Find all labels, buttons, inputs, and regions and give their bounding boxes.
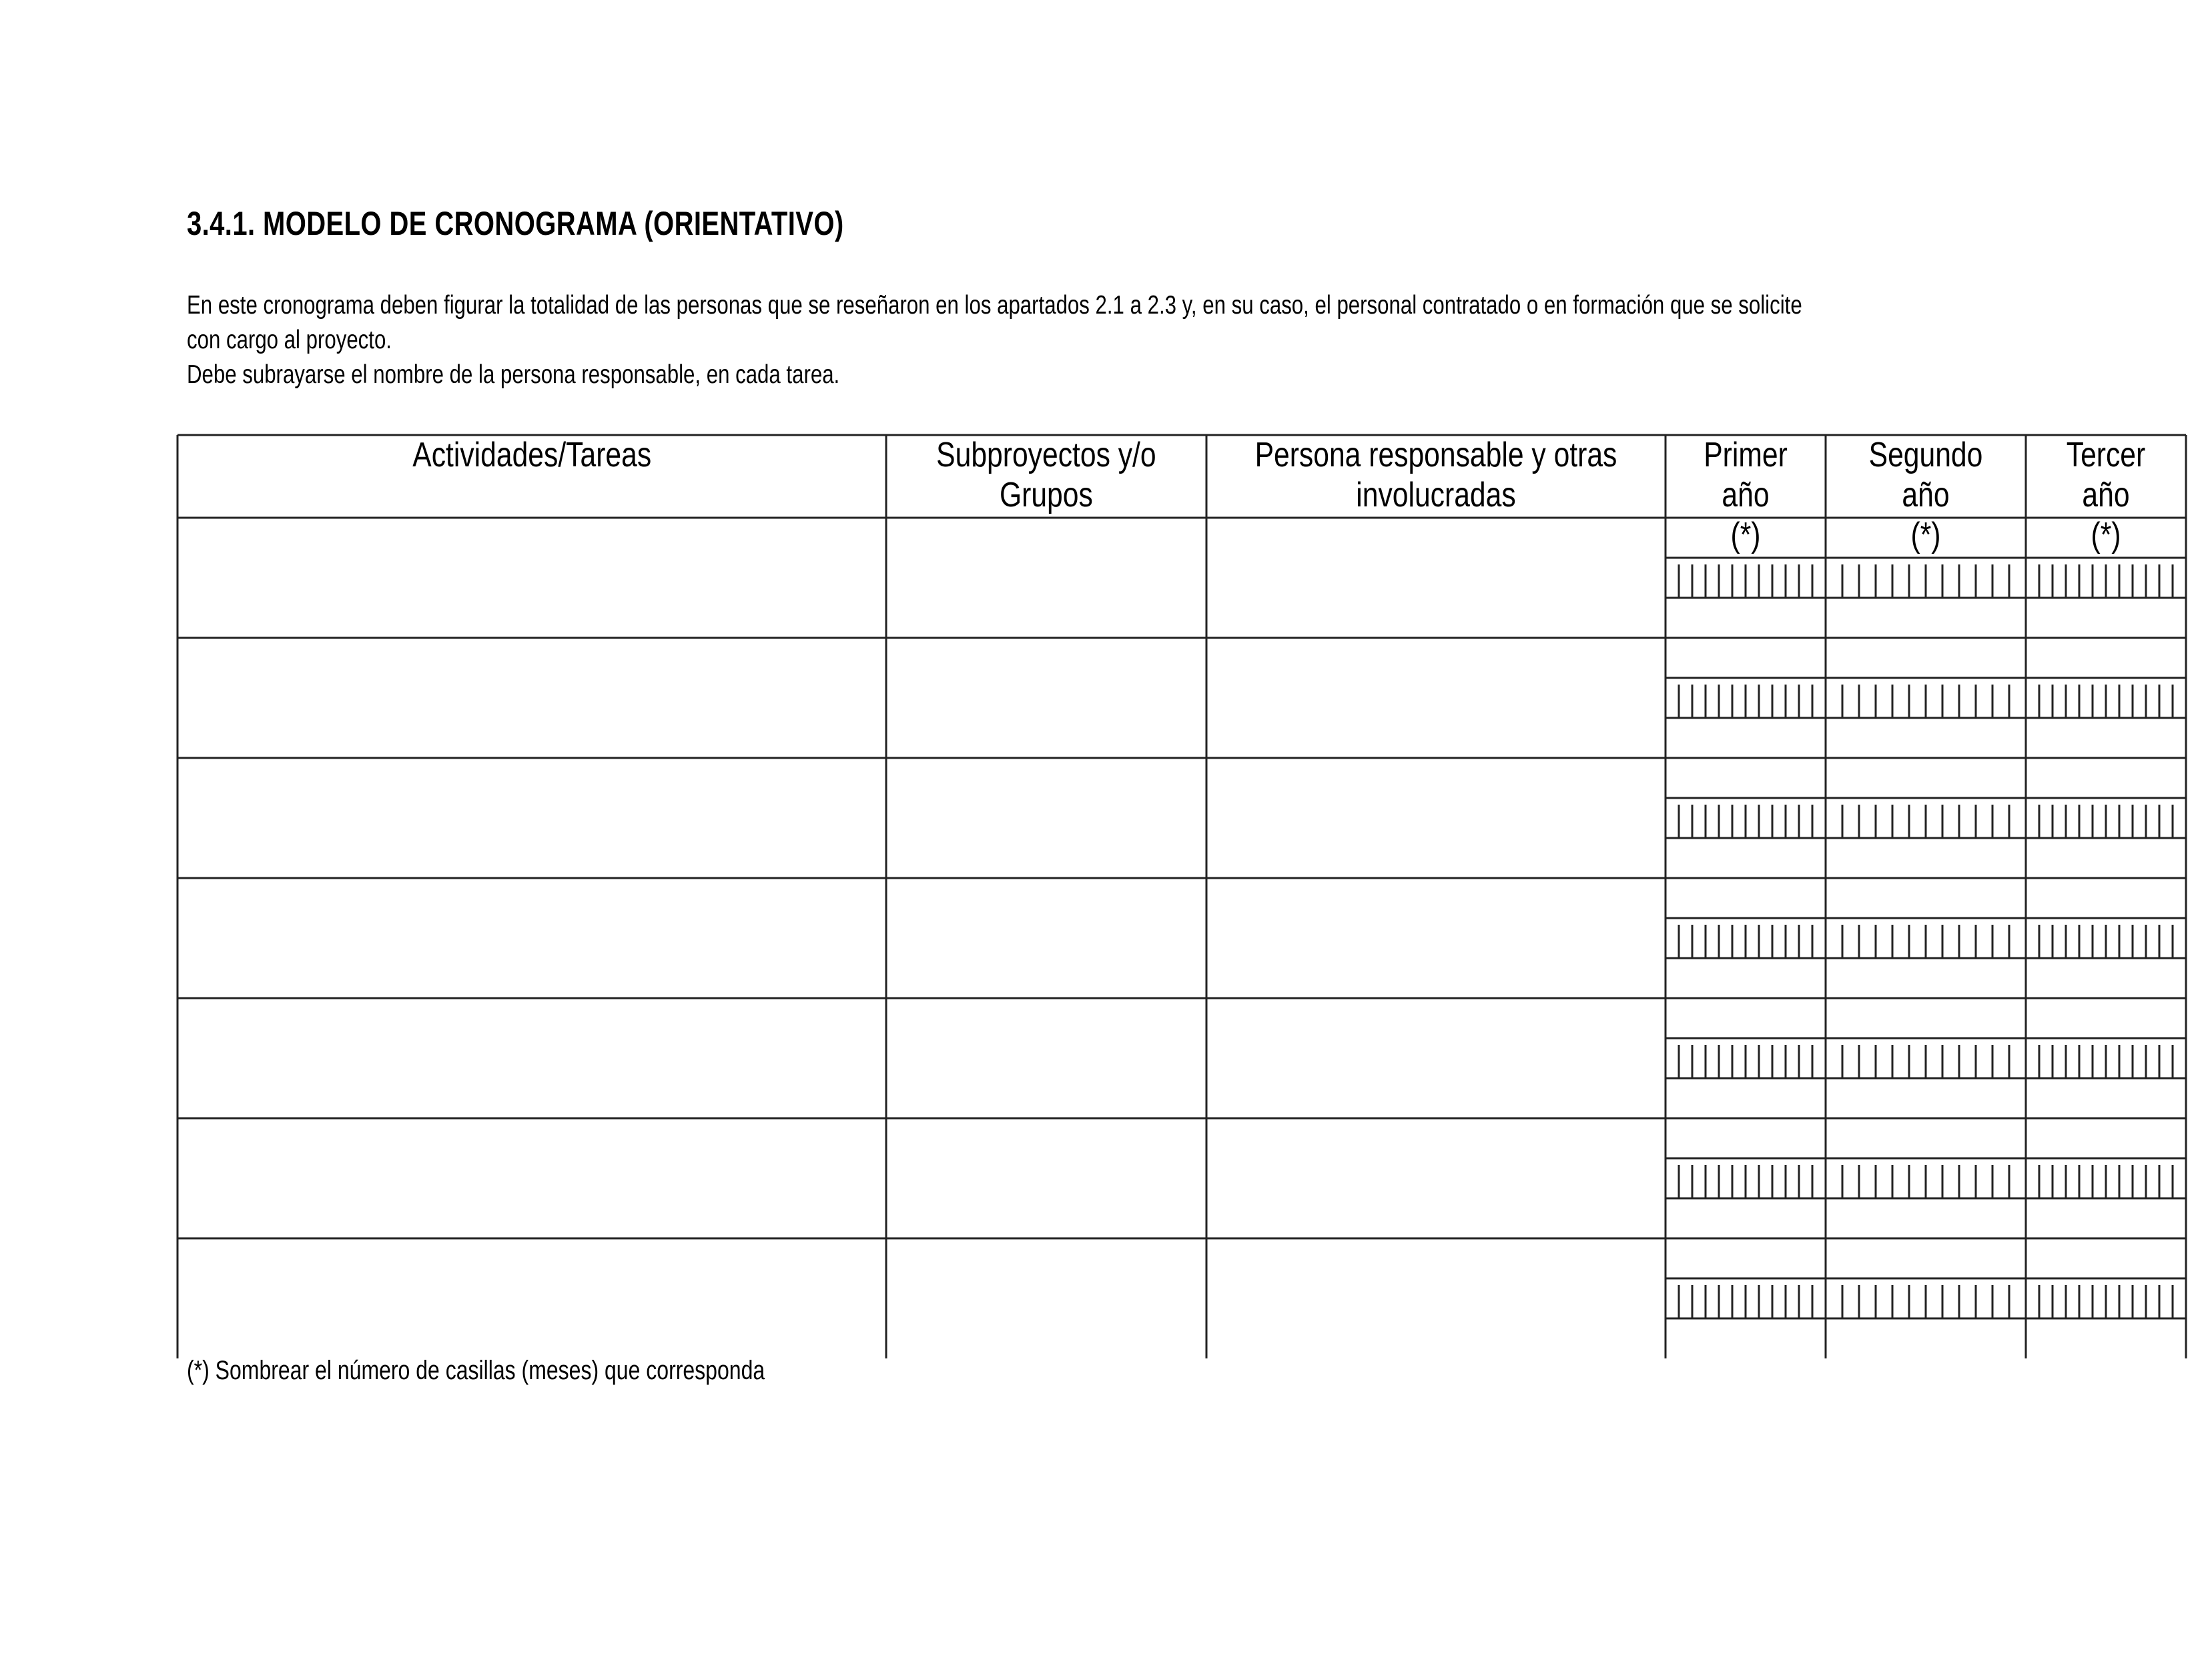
intro-line: En este cronograma deben figurar la totalidad de las personas que se reseñaron en los apartados 2.1 a 2.3 y, en su caso, el personal contratado o en formación que se solicite — [187, 291, 1802, 320]
header-year-3: Tercer año (*) — [2066, 436, 2146, 554]
header-activities: Actividades/Tareas — [412, 436, 651, 474]
footnote: (*) Sombrear el número de casillas (meses) que corresponda — [187, 1356, 765, 1385]
header-year-2: Segundo año (*) — [1868, 436, 1983, 554]
intro-line: con cargo al proyecto. — [187, 326, 392, 354]
header-year-1: Primer año (*) — [1704, 436, 1788, 554]
page-title: 3.4.1. MODELO DE CRONOGRAMA (ORIENTATIVO) — [187, 205, 844, 242]
intro-line: Debe subrayarse el nombre de la persona responsable, en cada tarea. — [187, 360, 840, 389]
header-subprojects: Subproyectos y/o Grupos — [936, 436, 1156, 514]
header-persons: Persona responsable y otras involucradas — [1254, 436, 1617, 514]
